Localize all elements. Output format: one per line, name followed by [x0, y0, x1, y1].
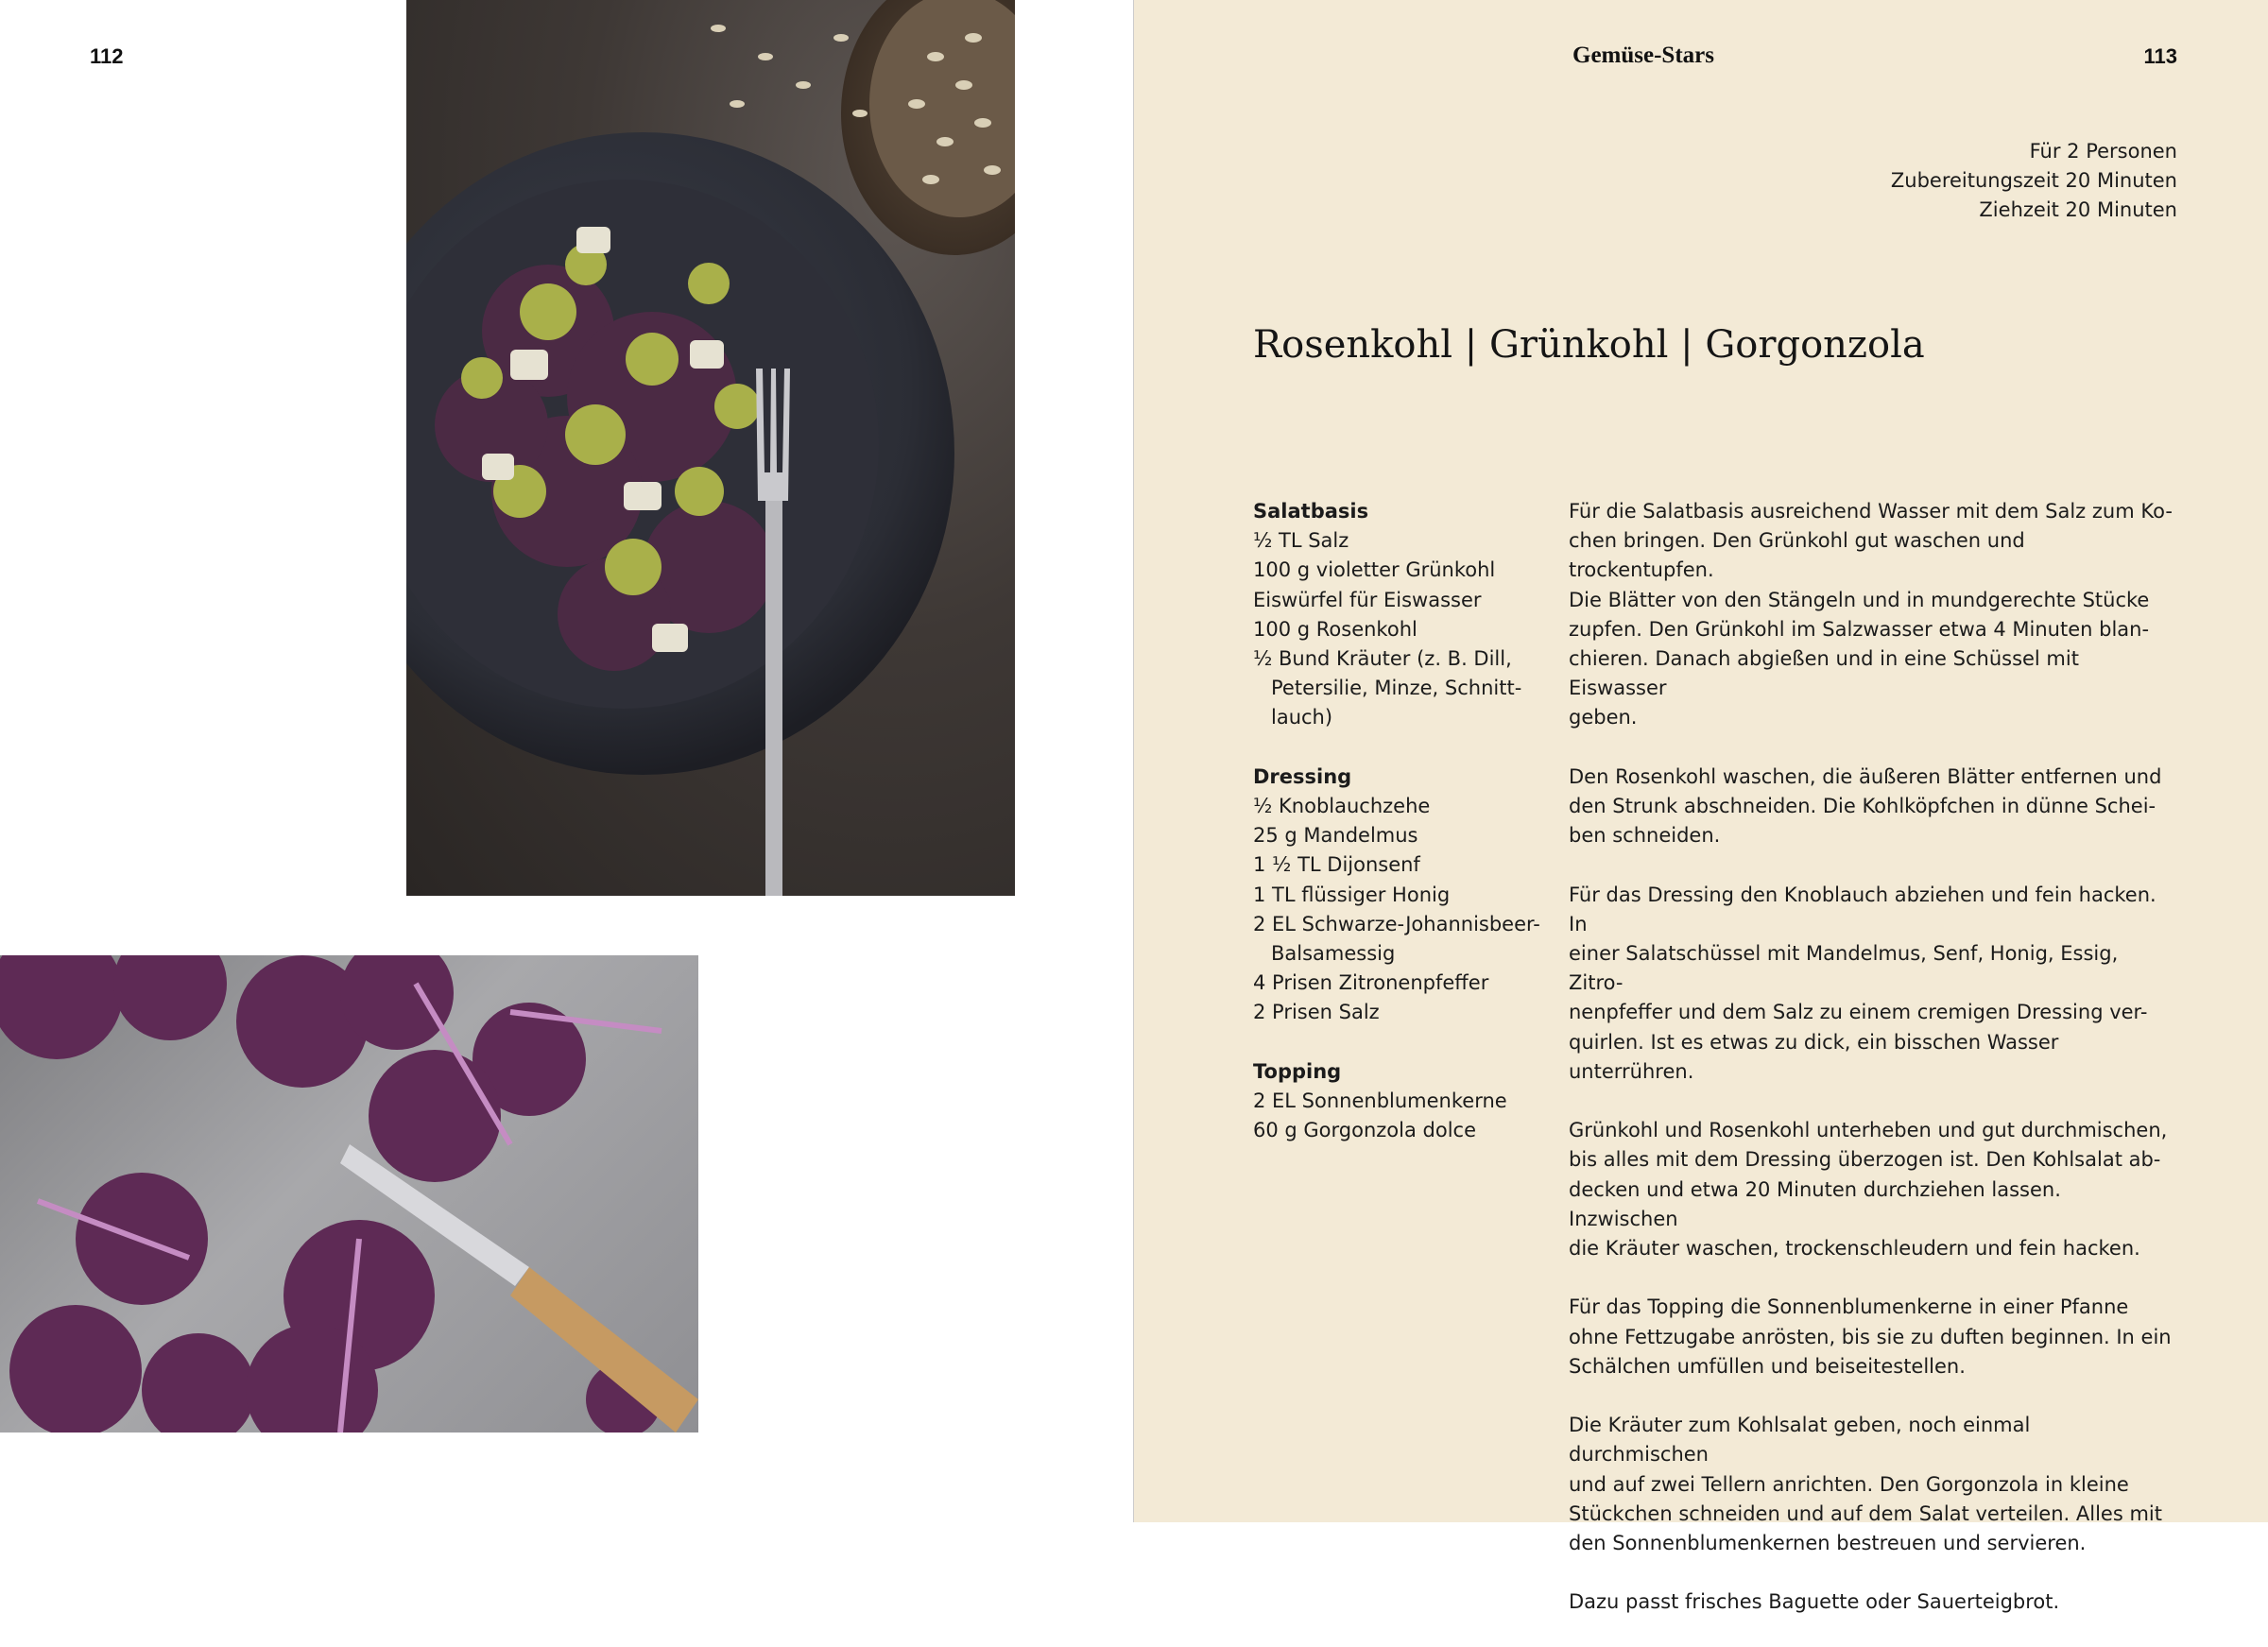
salad-bowl-photo [406, 0, 1015, 896]
method-paragraph: Für das Dressing den Knoblauch abziehen und fein hacken. In einer Salatschüssel mit Mandelmus, Senf, Honig, Essig, Zitro- nenpfeffer und dem Salz zu einem cremigen Dressing ver- quirlen. Ist es etwas zu dick, ein bisschen Wasser unterrühren. [1569, 883, 2156, 1083]
method-paragraph: Für das Topping die Sonnenblumenkerne in einer Pfanne ohne Fettzugabe anrösten, bis sie zu duften beginnen. In ein Schälchen umfüllen und beiseitestellen. [1569, 1295, 2172, 1378]
ingredient-item: lauch) [1271, 706, 1333, 729]
running-head: Gemüse-Stars [1572, 43, 1714, 68]
page-number-left: 112 [90, 44, 124, 68]
recipe-title: Rosenkohl | Grünkohl | Gorgonzola [1253, 323, 1925, 367]
servings: Für 2 Personen [2029, 140, 2177, 163]
ingredient-item: 100 g violetter Grünkohl [1253, 558, 1496, 582]
salad-bowl-illustration [406, 0, 1015, 896]
ingredient-item: 2 EL Sonnenblumenkerne [1253, 1089, 1507, 1113]
ingredient-list [1253, 497, 1555, 1145]
purple-kale-illustration [0, 955, 698, 1433]
method-paragraph: Die Kräuter zum Kohlsalat geben, noch einmal durchmischen und auf zwei Tellern anrichten. Den Gorgonzola in kleine Stückchen schneiden und auf dem Salat verteilen. Alles mit den Sonnenblumenkernen bestreuen und servieren. [1569, 1414, 2162, 1555]
section-heading-topping: Topping [1253, 1059, 1342, 1083]
ingredient-item: 1 TL flüssiger Honig [1253, 883, 1451, 906]
ingredient-item: 60 g Gorgonzola dolce [1253, 1119, 1477, 1142]
recipe-meta [1891, 137, 2177, 225]
ingredient-item: Eiswürfel für Eiswasser [1253, 588, 1482, 611]
section-heading-salatbasis: Salatbasis [1253, 500, 1369, 523]
method-paragraph: Grünkohl und Rosenkohl unterheben und gut durchmischen, bis alles mit dem Dressing überzogen ist. Den Kohlsalat ab- decken und etwa 20 Minuten durchziehen lassen. Inzwischen die Kräuter waschen, trockenschleudern und fein hacken. [1569, 1119, 2168, 1261]
ingredient-item: ½ Knoblauchzehe [1253, 795, 1431, 818]
section-heading-dressing: Dressing [1253, 764, 1352, 788]
method-steps [1569, 497, 2174, 1647]
ingredient-item: 2 Prisen Salz [1253, 1001, 1380, 1024]
ingredient-item: ½ Bund Kräuter (z. B. Dill, [1253, 647, 1512, 671]
ingredient-item: ½ TL Salz [1253, 529, 1349, 553]
method-paragraph: Dazu passt frisches Baguette oder Sauerteigbrot. [1569, 1590, 2060, 1614]
rest-time: Ziehzeit 20 Minuten [1979, 198, 2177, 221]
right-page [1134, 0, 2268, 1614]
page-number-right: 113 [2143, 44, 2177, 68]
method-paragraph: Für die Salatbasis ausreichend Wasser mit dem Salz zum Ko- chen bringen. Den Grünkohl gut waschen und trockentupfen. Die Blätter von den Stängeln und in mundgerechte Stücke zupfen. Den Grünkohl im Salzwasser etwa 4 Minuten blan- chieren. Danach abgießen und in eine Schüssel mit Eiswasser geben. [1569, 500, 2173, 729]
ingredient-item: 25 g Mandelmus [1253, 824, 1418, 848]
ingredient-item: 2 EL Schwarze-Johannisbeer- [1253, 912, 1540, 935]
ingredient-item: 100 g Rosenkohl [1253, 617, 1418, 641]
ingredient-item: 4 Prisen Zitronenpfeffer [1253, 971, 1489, 995]
ingredient-item: 1 ½ TL Dijonsenf [1253, 853, 1420, 877]
method-paragraph: Den Rosenkohl waschen, die äußeren Blätter entfernen und den Strunk abschneiden. Die Kohlköpfchen in dünne Schei- ben schneiden. [1569, 764, 2162, 848]
purple-kale-photo [0, 955, 698, 1433]
left-page [0, 0, 1134, 1522]
ingredient-item: Balsamessig [1271, 942, 1396, 966]
prep-time: Zubereitungszeit 20 Minuten [1890, 169, 2177, 192]
ingredient-item: Petersilie, Minze, Schnitt- [1271, 677, 1522, 700]
